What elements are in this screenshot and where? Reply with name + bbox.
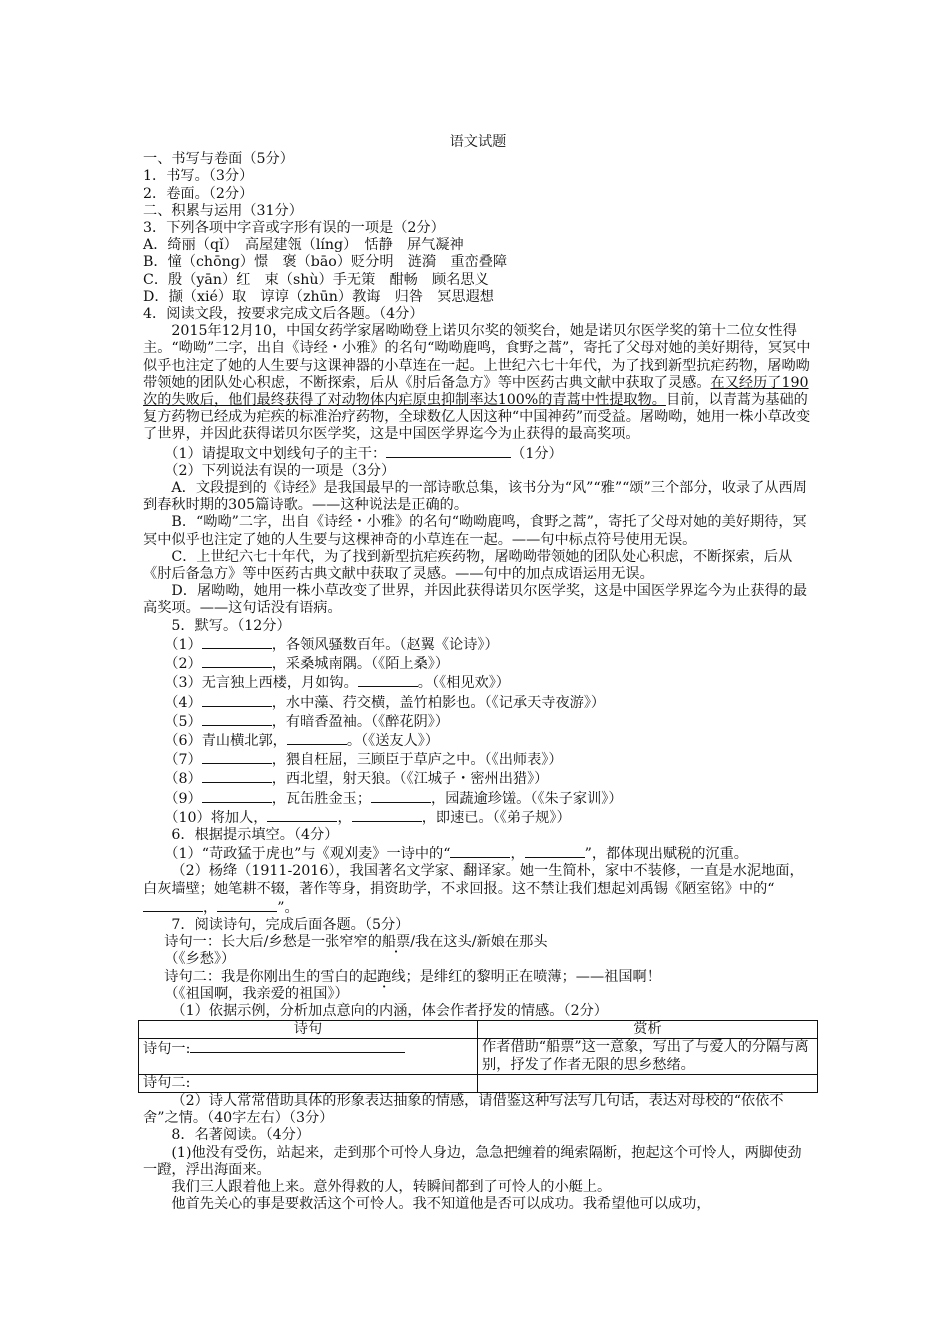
table-cell: 诗句一: <box>139 1039 478 1074</box>
dictation-line: （6）青山横北郭， 。（《送友人》） <box>164 732 440 749</box>
table-header: 赏析 <box>478 1021 818 1039</box>
answer-blank[interactable] <box>450 844 510 858</box>
dotted-word: 船票 <box>381 934 411 951</box>
question-7-2: （2）诗人常常借助具体的形象表达抽象的情感，请借鉴这种写法写几句话，表达对母校的“依依不舍”之情。（40字左右）（3分） <box>143 1092 784 1127</box>
question-8: 8．名著阅读。（4分） <box>171 1127 311 1144</box>
answer-blank[interactable] <box>143 898 203 912</box>
dictation-line: （5） ，有暗香盈袖。（《醉花阴》） <box>164 713 450 730</box>
question-3: 3．下列各项中字音或字形有误的一项是（2分） <box>143 220 445 237</box>
underlined-sentence: 在又经历了190次的失败后，他们最终获得了对动物体内疟原虫抑制率达100%的青蒿中性提取物。 <box>143 374 809 409</box>
poem-line-2: 诗句二：我是你刚出生的雪白的起跑线；是绯红的黎明正在喷薄；——祖国啊！ <box>164 968 661 985</box>
answer-blank[interactable] <box>386 444 511 458</box>
excerpt-paragraph: 他首先关心的事是要救活这个可怜人。我不知道他是否可以成功。我希望他可以成功， <box>171 1196 711 1213</box>
dictation-line: （3）无言独上西楼，月如钩。 。（《相见欢》） <box>164 675 510 692</box>
section-heading: 一、书写与卷面（5分） <box>143 151 294 168</box>
table-cell: 诗句二: <box>139 1074 478 1092</box>
answer-blank[interactable] <box>352 808 422 822</box>
dotted-word: 起跑线 <box>362 968 406 985</box>
reading-passage <box>143 323 813 443</box>
passage-text: 2015年12月10，中国女药学家屠呦呦登上诺贝尔奖的领奖台，她是诺贝尔医学奖的第十二位女性得主。“呦呦”二字，出自《诗经・小雅》的名句“呦呦鹿鸣，食野之蒿”，寄托了父母对她的美好期待，冥冥中似乎也注定了她的人生要与这课神器的小草连在一起。上世纪六七十年代，为了找到新型抗疟药物，屠呦呦带领她的团队处心积虑，不断探索，后从《肘后备急方》等中医药古典文献中获取了灵感。 <box>143 323 811 391</box>
answer-blank[interactable] <box>267 808 337 822</box>
question-6-1: （1）“苛政猛于虎也”与《观刈麦》一诗中的“ ， ”，都体现出赋税的沉重。 <box>164 846 748 863</box>
option-b: B．憧（chōng）憬 褒（bāo）贬分明 涟漪 重峦叠障 <box>143 254 508 271</box>
answer-blank[interactable] <box>202 712 272 726</box>
answer-blank[interactable] <box>358 673 418 687</box>
question-4-1 <box>143 444 813 463</box>
excerpt-paragraph: (1)他没有受伤，站起来，走到那个可怜人身边，急急把缠着的绳索隔断，抱起这个可怜人，两脚使劲一蹬，浮出海面来。 <box>143 1144 802 1178</box>
option-b: B．“呦呦”二字，出自《诗经・小雅》的名句“呦呦鹿鸣，食野之蒿”，寄托了父母对她的美好期待，冥冥中似乎也注定了她的人生要与这棵神奇的小草连在一起。——句中标点符号使用无误。 <box>143 514 807 548</box>
answer-blank[interactable] <box>202 750 272 764</box>
dictation-line: （4） ，水中藻、荇交横，盖竹柏影也。（《记承天寺夜游》） <box>164 694 606 711</box>
table-header: 诗句 <box>139 1021 478 1039</box>
dictation-line: （1） ，各领风骚数百年。（赵翼《论诗》） <box>164 636 499 653</box>
table-cell: 作者借助“船票”这一意象，写出了与爱人的分隔与离别，抒发了作者无限的思乡愁绪。 <box>478 1039 818 1074</box>
answer-blank[interactable] <box>202 635 272 649</box>
excerpt-paragraph: 我们三人跟着他上来。意外得救的人，转瞬间都到了可怜人的小艇上。 <box>171 1178 612 1195</box>
option-d: D．屠呦呦，她用一株小草改变了世界，并因此获得诺贝尔医学奖，这是中国医学界迄今为止获得的最高奖项。——这句话没有语病。 <box>143 583 808 617</box>
answer-blank[interactable] <box>202 693 272 707</box>
question-4-2: （2）下列说法有误的一项是（3分） <box>164 462 396 479</box>
dictation-line: （2） ，采桑城南隅。（《陌上桑》） <box>164 656 450 673</box>
poem-line-1: 诗句一：长大后/乡愁是一张窄窄的船票/我在这头/新娘在那头 <box>164 934 548 951</box>
question-7: 7．阅读诗句，完成后面各题。（5分） <box>171 916 410 933</box>
poem-source-1: （《乡愁》） <box>164 951 236 968</box>
analysis-table <box>138 1020 818 1093</box>
exam-page <box>143 134 813 1213</box>
answer-blank[interactable] <box>190 1039 405 1053</box>
option-a: A．文段提到的《诗经》是我国最早的一部诗歌总集，该书分为“风”“雅”“颂”三个部分，收录了从西周到春秋时期的305篇诗歌。——这种说法是正确的。 <box>143 480 807 514</box>
dictation-line: （10）将加人， ， ，即速已。（《弟子规》） <box>164 809 571 826</box>
dictation-line: （8） ，西北望，射天狼。（《江城子・密州出猎》） <box>164 771 549 788</box>
question-4: 4．阅读文段，按要求完成文后各题。（4分） <box>143 306 424 323</box>
option-c: C．殷（yān）红 束（shù）手无策 酣畅 顾名思义 <box>143 271 489 288</box>
answer-blank[interactable] <box>202 769 272 783</box>
option-d: D．撷（xié）取 谆谆（zhūn）教诲 归咎 冥思遐想 <box>143 288 494 305</box>
answer-blank[interactable] <box>202 789 272 803</box>
question-6-2: （2）杨绛（1911-2016），我国著名文学家、翻译家。她一生简朴，家中不装修，一直是水泥地面，白灰墙壁；她笔耕不辍，著作等身，捐资助学，不求回报。这不禁让我们想起刘禹锡《陋室铭》中的“， ”。 <box>143 863 804 916</box>
dictation-line: （9） ，瓦缶胜金玉； ，园蔬逾珍馐。（《朱子家训》） <box>164 790 623 807</box>
option-a: A．绮丽（qǐ） 高屋建瓴（líng） 恬静 屏气凝神 <box>143 237 464 254</box>
question-6: 6．根据提示填空。（4分） <box>171 826 339 843</box>
question-7-1: （1）依据示例，分析加点意向的内涵，体会作者抒发的情感。（2分） <box>171 1002 608 1019</box>
answer-blank[interactable] <box>525 844 585 858</box>
section-heading: 二、积累与运用（31分） <box>143 202 303 219</box>
dictation-line: （7） ，猥自枉屈，三顾臣于草庐之中。（《出师表》） <box>164 752 563 769</box>
answer-blank[interactable] <box>202 654 272 668</box>
question-text: （1）请提取文中划线句子的主干： <box>164 445 387 462</box>
score-text: （1分） <box>511 445 563 462</box>
passage-text: 目前，以青蒿为基础的复方药物已经成为疟疾的标准治疗药物，全球数亿人因这种“中国神药”而受益。屠呦呦，她用一株小草改变了世界，并因此获得诺贝尔医学奖，这是中国医学界迄今为止获得的最高奖项。 <box>143 392 811 443</box>
page-title: 语文试题 <box>449 134 507 150</box>
question-line: 1．书写。（3分） <box>143 168 254 185</box>
option-c: C．上世纪六七十年代，为了找到新型抗疟疾药物，屠呦呦带领她的团队处心积虑，不断探索，后从《肘后备急方》等中医药古典文献中获取了灵感。——句中的加点成语运用无误。 <box>143 548 793 583</box>
answer-blank[interactable] <box>371 789 431 803</box>
question-line: 2．卷面。（2分） <box>143 185 254 202</box>
table-cell[interactable] <box>478 1074 818 1092</box>
question-5: 5．默写。（12分） <box>171 617 291 634</box>
answer-blank[interactable] <box>287 731 347 745</box>
poem-source-2: （《祖国啊，我亲爱的祖国》） <box>164 985 349 1002</box>
answer-blank[interactable] <box>217 898 277 912</box>
